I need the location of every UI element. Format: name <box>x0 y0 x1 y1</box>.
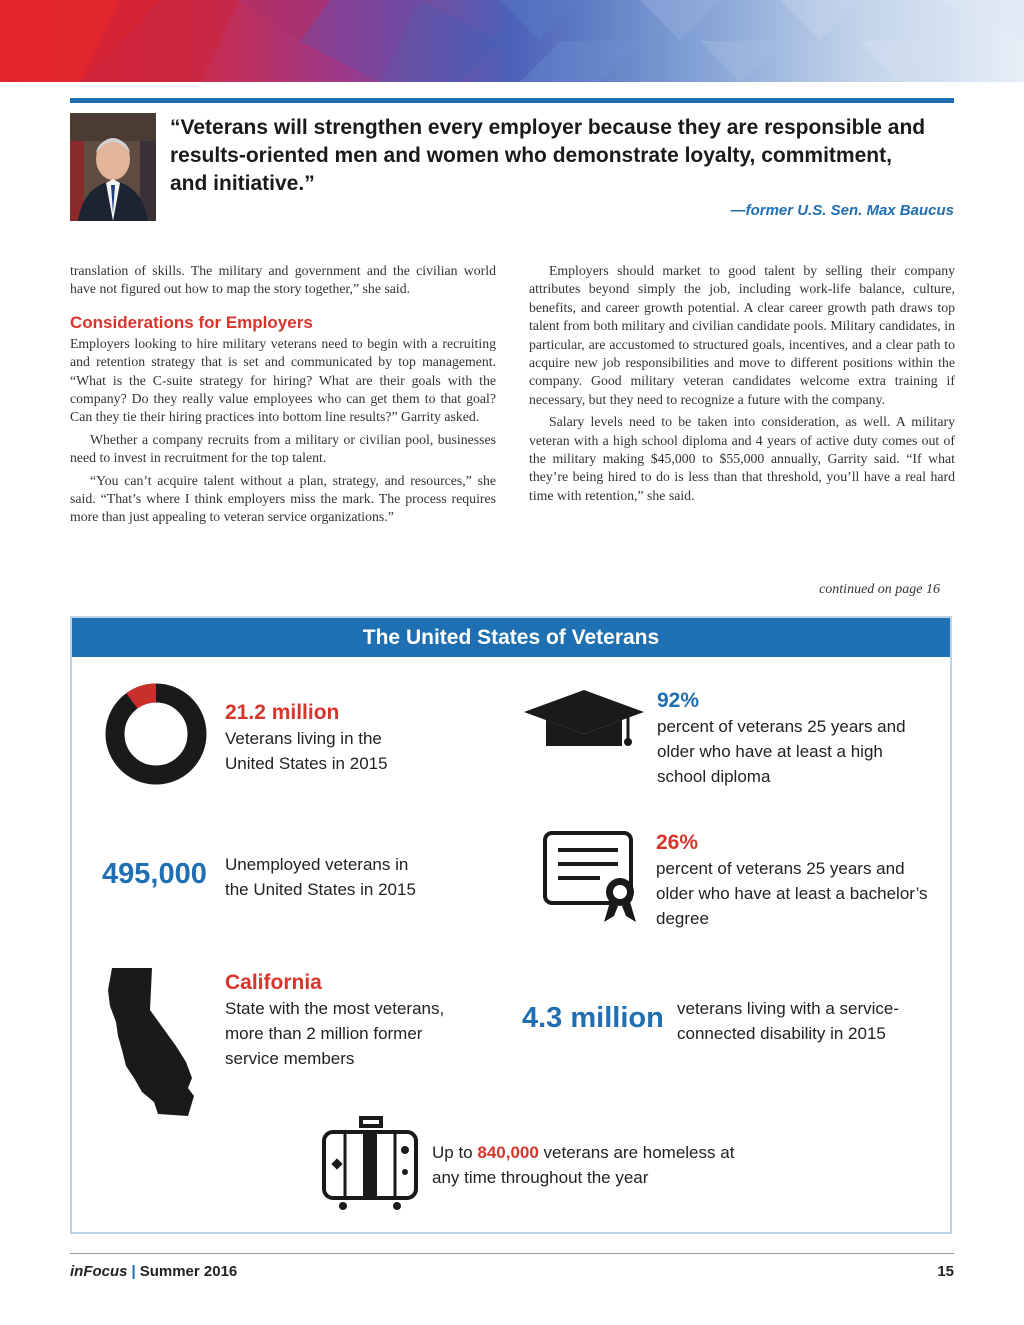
stat-disability <box>677 996 907 1046</box>
stat-homeless <box>432 1140 752 1190</box>
infographic-title: The United States of Veterans <box>72 618 950 657</box>
stat-bachelor <box>656 830 936 931</box>
footer-publication <box>70 1263 237 1280</box>
issue-label: Summer 2016 <box>139 1263 238 1280</box>
pull-quote: “Veterans will strengthen every employer because they are responsible and results-oriented men and women who demonstrate loyalty, commitment, and initiative.” <box>170 116 926 195</box>
stat-value: California <box>225 971 322 994</box>
top-banner <box>0 0 1024 82</box>
diploma-certificate-icon <box>542 830 638 929</box>
stat-description <box>432 1140 752 1190</box>
article-column-right <box>529 262 955 509</box>
article-paragraph: “You can’t acquire talent without a plan, strategy, and resources,” she said. “That’s where I think employers miss the mark. The process requires more than just appealing to veteran service organizations.” <box>70 472 496 525</box>
stat-description: Unemployed veterans in the United States in 2015 <box>225 855 416 899</box>
article-paragraph: translation of skills. The military and government and the civilian world have not figured out how to map the story together,” she said. <box>70 263 496 297</box>
continued-note: continued on page 16 <box>819 582 940 597</box>
stat-value: 92% <box>657 689 700 712</box>
article-paragraph: Employers should market to good talent by selling their company attributes beyond simply the job, including work-life balance, culture, benefits, and career growth potential. A clear career growth path draws top talent from both military and civilian candidate pools. Military candidates, in particular, are accustomed to structured goals, incentives, and a clear path to acquire new job responsibilities and move to different positions within the company. Good military veteran candidates welcome extra training if necessary, but they need to recognize a future with the company. <box>529 263 955 407</box>
article-paragraph: Employers looking to hire military veterans need to begin with a recruiting and retention strategy that is set and communicated by top management. “What is the C-suite strategy for hiring? What are their goals with the company? Do they really value employees who can get them to that goal? Can they tie their hiring practices into bottom line results?” Garrity asked. <box>70 335 496 425</box>
article-paragraph: Salary levels need to be taken into consideration, as well. A military veteran with a high school diploma and 4 years of active duty comes out of the military making $45,000 to $55,000 annually, Garrity said. “If what they’re being hired to do is less than that threshold, you’ll have a real hard time with retention,” she said. <box>529 414 955 503</box>
stat-prefix: Up to <box>432 1143 478 1162</box>
stat-description: percent of veterans 25 years and older who have at least a bachelor’s degree <box>656 859 928 928</box>
footer-rule <box>70 1253 954 1254</box>
stat-unemployed <box>225 852 435 902</box>
stat-california <box>225 970 465 1071</box>
magazine-name: inFocus <box>70 1263 128 1280</box>
stat-value: 26% <box>656 831 699 854</box>
section-heading: Considerations for Employers <box>70 312 313 332</box>
stat-description: percent of veterans 25 years and older who have at least a high school diploma <box>657 717 906 786</box>
article-column-left <box>70 262 496 531</box>
stat-value: 840,000 <box>477 1143 539 1162</box>
california-map-icon <box>106 966 202 1123</box>
stat-description: Veterans living in the United States in 2015 <box>225 729 388 773</box>
stat-disability-value: 4.3 million <box>522 1002 664 1034</box>
speaker-portrait <box>70 113 156 221</box>
stat-suffix: veterans are homeless at any time throughout the year <box>432 1143 735 1187</box>
stat-description: State with the most veterans, more than 2 million former service members <box>225 999 445 1068</box>
article-paragraph: Whether a company recruits from a military or civilian pool, businesses need to invest in recruitment for the top talent. <box>70 431 496 466</box>
stat-veterans-living <box>225 700 485 776</box>
donut-chart-icon <box>104 682 208 791</box>
quote-attribution: —former U.S. Sen. Max Baucus <box>730 202 954 219</box>
suitcase-icon <box>321 1116 419 1217</box>
quote-rule <box>70 98 954 103</box>
donut-share-segment <box>132 693 156 701</box>
stat-description: veterans living with a service-connected disability in 2015 <box>677 999 900 1043</box>
footer-separator: | <box>131 1263 136 1280</box>
stat-unemployed-value: 495,000 <box>102 858 207 890</box>
stat-high-school <box>657 688 927 789</box>
graduation-cap-icon <box>522 688 646 757</box>
page-number: 15 <box>937 1263 954 1280</box>
stat-value: 21.2 million <box>225 701 340 724</box>
